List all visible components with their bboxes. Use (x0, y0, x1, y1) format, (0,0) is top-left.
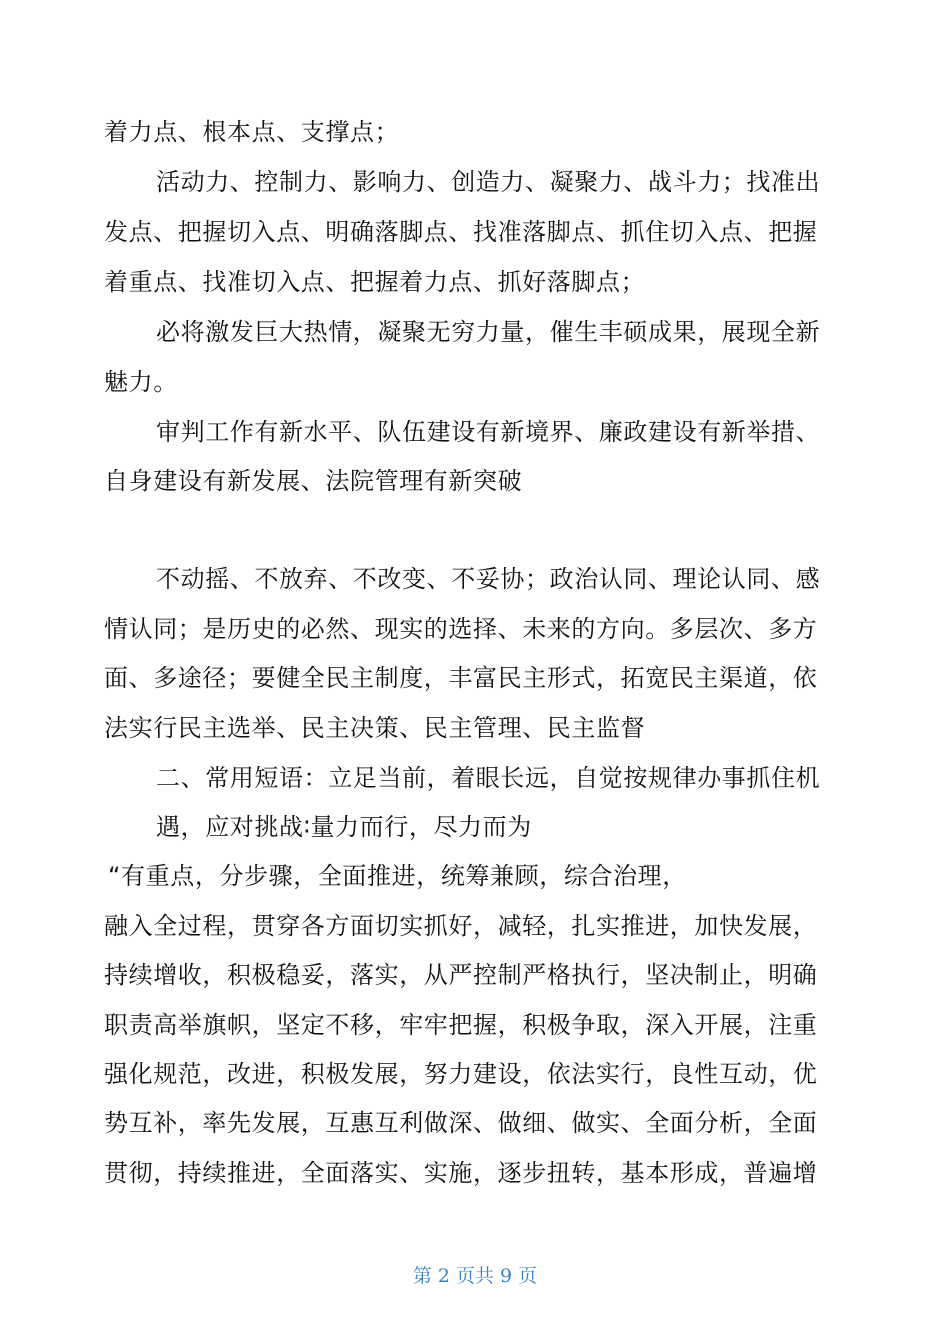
text-line: 面、多途径；要健全民主制度，丰富民主形式，拓宽民主渠道，依 (104, 664, 818, 692)
text-line: 活动力、控制力、影响力、创造力、凝聚力、战斗力；找准出 (156, 168, 821, 196)
text-line: 融入全过程，贯穿各方面切实抓好，减轻，扎实推进，加快发展， (104, 912, 818, 940)
text-line: 必将激发巨大热情，凝聚无穷力量，催生丰硕成果，展现全新 (156, 318, 821, 346)
text-line: 持续增收，积极稳妥，落实，从严控制严格执行，坚决制止，明确 (104, 961, 818, 989)
text-line: 不动摇、不放弃、不改变、不妥协；政治认同、理论认同、感 (156, 565, 821, 593)
text-line: 审判工作有新水平、队伍建设有新境界、廉政建设有新举措、 (156, 418, 821, 446)
text-line: 着力点、根本点、支撑点； (104, 118, 400, 146)
page-number: 第 2 页共 9 页 (412, 1265, 538, 1287)
text-line: 发点、把握切入点、明确落脚点、找准落脚点、抓住切入点、把握 (104, 218, 818, 246)
text-line: 遇，应对挑战∶量力而行，尽力而为 (156, 813, 532, 841)
text-line: 魅力。 (104, 368, 178, 396)
text-line: 自身建设有新发展、法院管理有新突破 (104, 467, 523, 495)
text-line: 势互补，率先发展，互惠互利做深、做细、做实、全面分析，全面 (104, 1109, 818, 1137)
text-line: 职责高举旗帜，坚定不移，牢牢把握，积极争取，深入开展，注重 (104, 1011, 818, 1039)
text-line: 法实行民主选举、民主决策、民主管理、民主监督 (104, 714, 646, 742)
text-line: 二、常用短语：立足当前，着眼长远，自觉按规律办事抓住机 (156, 764, 821, 792)
text-line: 强化规范，改进，积极发展，努力建设，依法实行，良性互动，优 (104, 1060, 818, 1088)
text-line: 贯彻，持续推进，全面落实、实施，逐步扭转，基本形成，普遍增 (104, 1159, 818, 1187)
text-line: 着重点、找准切入点、把握着力点、抓好落脚点； (104, 268, 646, 296)
text-line: 情认同；是历史的必然、现实的选择、未来的方向。多层次、多方 (104, 615, 818, 643)
text-line: “有重点，分步骤，全面推进，统筹兼顾，综合治理， (108, 862, 687, 890)
